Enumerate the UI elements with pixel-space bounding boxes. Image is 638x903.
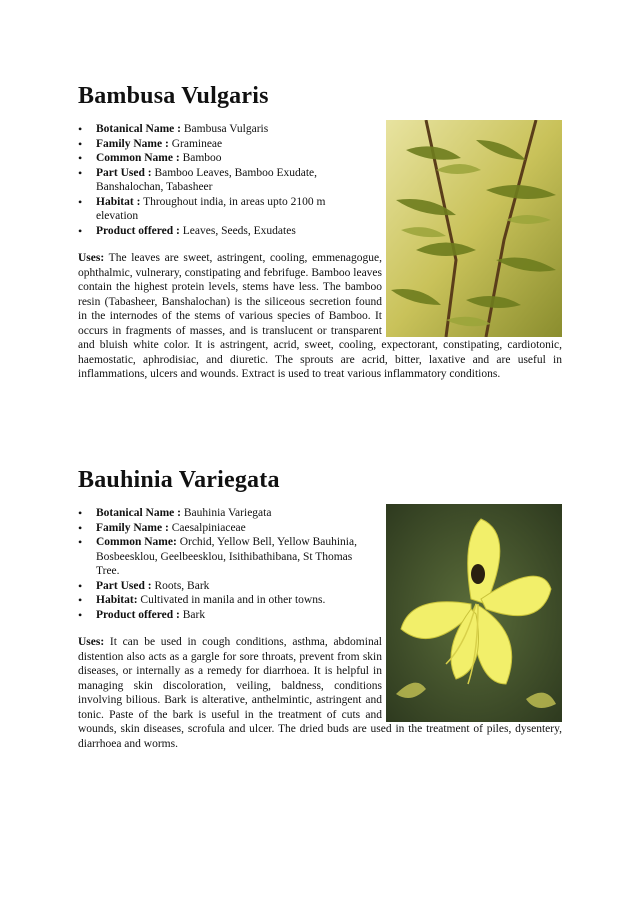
entry-title: Bauhinia Variegata — [78, 467, 280, 493]
entry-title: Bambusa Vulgaris — [78, 83, 269, 109]
bamboo-photo — [386, 120, 562, 337]
uses-paragraph: Uses: The leaves are sweet, astringent, cooling, emmenagogue, ophthalmic, vulnerary, constipating and febrifuge. Bamboo leaves contain the highest protein levels, stems have less. The bamboo resin (Tabasheer, Banshalochan) is the siliceous secretion found in the internodes of the stems of various species of Bamboo. It occurs in fragments of masses, and is translucent or transparent and bluish white color. It is astringent, acrid, sweet, cooling, expectorant, constipating, cardiotonic, haemostatic, aphrodisiac, and diuretic. The sprouts are acrid, bitter, laxative and are useful in inflammations, ulcers and wounds. Extract is used to treat various inflammatory conditions. — [78, 252, 562, 380]
prop-part-used: • Part Used : Roots, Bark — [78, 579, 368, 594]
prop-botanical-name: • Botanical Name : Bauhinia Variegata — [78, 506, 368, 521]
entry-bauhinia — [78, 466, 562, 751]
property-list — [78, 122, 368, 238]
uses-paragraph: Uses: It can be used in cough conditions, asthma, abdominal distention also acts as a gargle for sore throats, prevent from skin diseases, or internally as a remedy for diarrhoea. It is helpful in managing skin discoloration, veiling, baldness, conditions involving bilious. Bark is alterative, anthelmintic, astringent and tonic. Paste of the bark is useful in the treatment of cuts and wounds, skin diseases, scrofula and ulcer. The dried buds are used in the treatment of piles, dysentery, diarrhoea and worms. — [78, 636, 562, 750]
prop-habitat: • Habitat : Throughout india, in areas upto 2100 m elevation — [78, 195, 368, 224]
property-list — [78, 506, 368, 622]
prop-habitat: • Habitat: Cultivated in manila and in other towns. — [78, 593, 368, 608]
prop-botanical-name: • Botanical Name : Bambusa Vulgaris — [78, 122, 368, 137]
bauhinia-flower-photo — [386, 504, 562, 722]
entry-bambusa — [78, 82, 562, 382]
prop-common-name: • Common Name : Bamboo — [78, 151, 368, 166]
prop-product-offered: • Product offered : Bark — [78, 608, 368, 623]
prop-family-name: • Family Name : Gramineae — [78, 137, 368, 152]
prop-part-used: • Part Used : Bamboo Leaves, Bamboo Exudate, Banshalochan, Tabasheer — [78, 166, 368, 195]
prop-common-name: • Common Name: Orchid, Yellow Bell, Yellow Bauhinia, Bosbeesklou, Geelbeesklou, Isithibathibana, St Thomas Tree. — [78, 535, 368, 579]
prop-family-name: • Family Name : Caesalpiniaceae — [78, 521, 368, 536]
prop-product-offered: • Product offered : Leaves, Seeds, Exudates — [78, 224, 368, 239]
